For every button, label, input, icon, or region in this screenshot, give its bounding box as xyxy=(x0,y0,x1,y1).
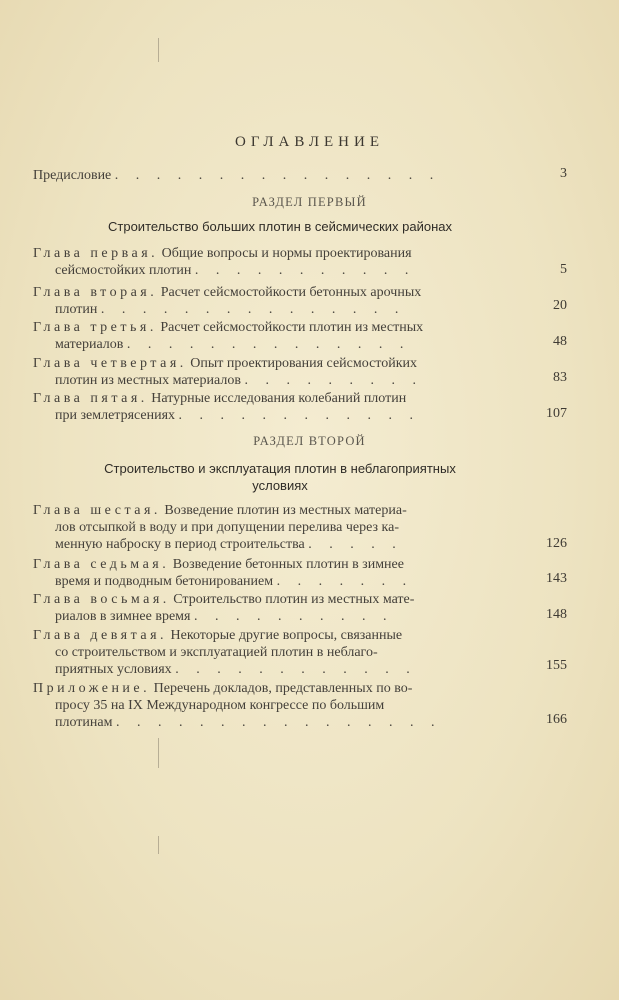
page-number: 5 xyxy=(560,262,567,277)
chapter-title: материалов xyxy=(55,337,124,352)
chapter-lead: Глава восьмая. xyxy=(33,592,170,607)
page-title: ОГЛАВЛЕНИЕ xyxy=(235,134,384,150)
toc-entry-chapter-2 xyxy=(33,284,519,318)
page-number: 126 xyxy=(546,536,567,551)
chapter-title: Натурные исследования колебаний плотин xyxy=(151,391,407,406)
chapter-title: Строительство плотин из местных мате- xyxy=(173,592,415,607)
chapter-title: сейсмостойких плотин xyxy=(55,263,192,278)
chapter-title: риалов в зимнее время xyxy=(55,609,191,624)
chapter-title: Опыт проектирования сейсмостойких xyxy=(190,356,418,371)
chapter-lead: Глава девятая. xyxy=(33,628,168,643)
leader-dots: . . . . . . . . . . . . xyxy=(175,662,417,677)
toc-entry-chapter-4 xyxy=(33,355,519,389)
leader-dots: . . . . . . . . . . . . . . . xyxy=(100,302,406,317)
chapter-lead: Глава третья. xyxy=(33,320,157,335)
chapter-title: Возведение бетонных плотин в зимнее xyxy=(172,557,404,572)
chapter-title: плотин из местных материалов xyxy=(55,373,241,388)
chapter-lead: Глава четвертая. xyxy=(33,356,187,371)
toc-entry-chapter-6 xyxy=(33,502,519,553)
chapter-title: со строительством и эксплуатацией плотин в неблаго- xyxy=(55,645,378,660)
section-title xyxy=(40,460,520,494)
section-title: Строительство больших плотин в сейсмических районах xyxy=(108,219,452,234)
leader-dots: . . . . . . . . . . xyxy=(193,609,394,624)
spine-mark-middle xyxy=(158,738,159,768)
chapter-title: Возведение плотин из местных материа- xyxy=(164,503,407,518)
toc-entry-chapter-9 xyxy=(33,627,519,678)
toc-entry-appendix xyxy=(33,680,519,731)
toc-entry-chapter-1 xyxy=(33,245,519,279)
chapter-lead: Глава первая. xyxy=(33,246,159,261)
chapter-title: Некоторые другие вопросы, связанные xyxy=(170,628,403,643)
leader-dots: . . . . . . . xyxy=(276,574,414,589)
chapter-lead: Глава шестая. xyxy=(33,503,161,518)
leader-dots: . . . . . . . . . . . . . . . . xyxy=(114,168,441,183)
toc-entry-chapter-8 xyxy=(33,591,519,625)
section-title-line: Строительство и эксплуатация плотин в неблагоприятных xyxy=(104,461,456,476)
chapter-lead: Глава седьмая. xyxy=(33,557,170,572)
section-label: РАЗДЕЛ ПЕРВЫЙ xyxy=(252,195,367,209)
toc-entry-preface xyxy=(33,167,519,184)
chapter-lead: Глава пятая. xyxy=(33,391,148,406)
leader-dots: . . . . . . . . . . . xyxy=(194,263,416,278)
leader-dots: . . . . . . . . . xyxy=(244,373,423,388)
chapter-title: Расчет сейсмостойкости бетонных арочных xyxy=(160,285,422,300)
leader-dots: . . . . . . . . . . . . xyxy=(178,408,421,423)
chapter-title: лов отсыпкой в воду и при допущении перелива через ка- xyxy=(55,520,399,535)
leader-dots: . . . . . . . . . . . . . . xyxy=(126,337,411,352)
page-number: 3 xyxy=(560,166,567,181)
page-number: 148 xyxy=(546,607,567,622)
toc-entry-chapter-5 xyxy=(33,390,519,424)
chapter-title: Расчет сейсмостойкости плотин из местных xyxy=(160,320,424,335)
chapter-title: Перечень докладов, представленных по во- xyxy=(153,681,413,696)
leader-dots: . . . . . . . . . . . . . . . . xyxy=(115,715,442,730)
chapter-title: просу 35 на IX Международном конгрессе по большим xyxy=(55,698,385,713)
page-number: 107 xyxy=(546,406,567,421)
page-number: 166 xyxy=(546,712,567,727)
chapter-title: Общие вопросы и нормы проектирования xyxy=(161,246,412,261)
chapter-title: приятных условиях xyxy=(55,662,172,677)
chapter-title: время и подводным бетонированием xyxy=(55,574,274,589)
chapter-title: при землетрясениях xyxy=(55,408,176,423)
chapter-title: менную наброску в период строительства xyxy=(55,537,305,552)
spine-mark-bottom xyxy=(158,836,159,854)
page-number: 48 xyxy=(553,334,567,349)
section-title-line: условиях xyxy=(252,478,308,493)
page-number: 83 xyxy=(553,370,567,385)
chapter-lead: Глава вторая. xyxy=(33,285,158,300)
page-number: 143 xyxy=(546,571,567,586)
preface-label: Предисловие xyxy=(33,168,112,183)
chapter-title: плотинам xyxy=(55,715,113,730)
page-number: 155 xyxy=(546,658,567,673)
section-label: РАЗДЕЛ ВТОРОЙ xyxy=(253,434,366,448)
page-number: 20 xyxy=(553,298,567,313)
toc-entry-chapter-3 xyxy=(33,319,519,353)
appendix-lead: Приложение. xyxy=(33,681,151,696)
chapter-title: плотин xyxy=(55,302,98,317)
toc-entry-chapter-7 xyxy=(33,556,519,590)
spine-mark-top xyxy=(158,38,159,62)
leader-dots: . . . . . xyxy=(308,537,403,552)
